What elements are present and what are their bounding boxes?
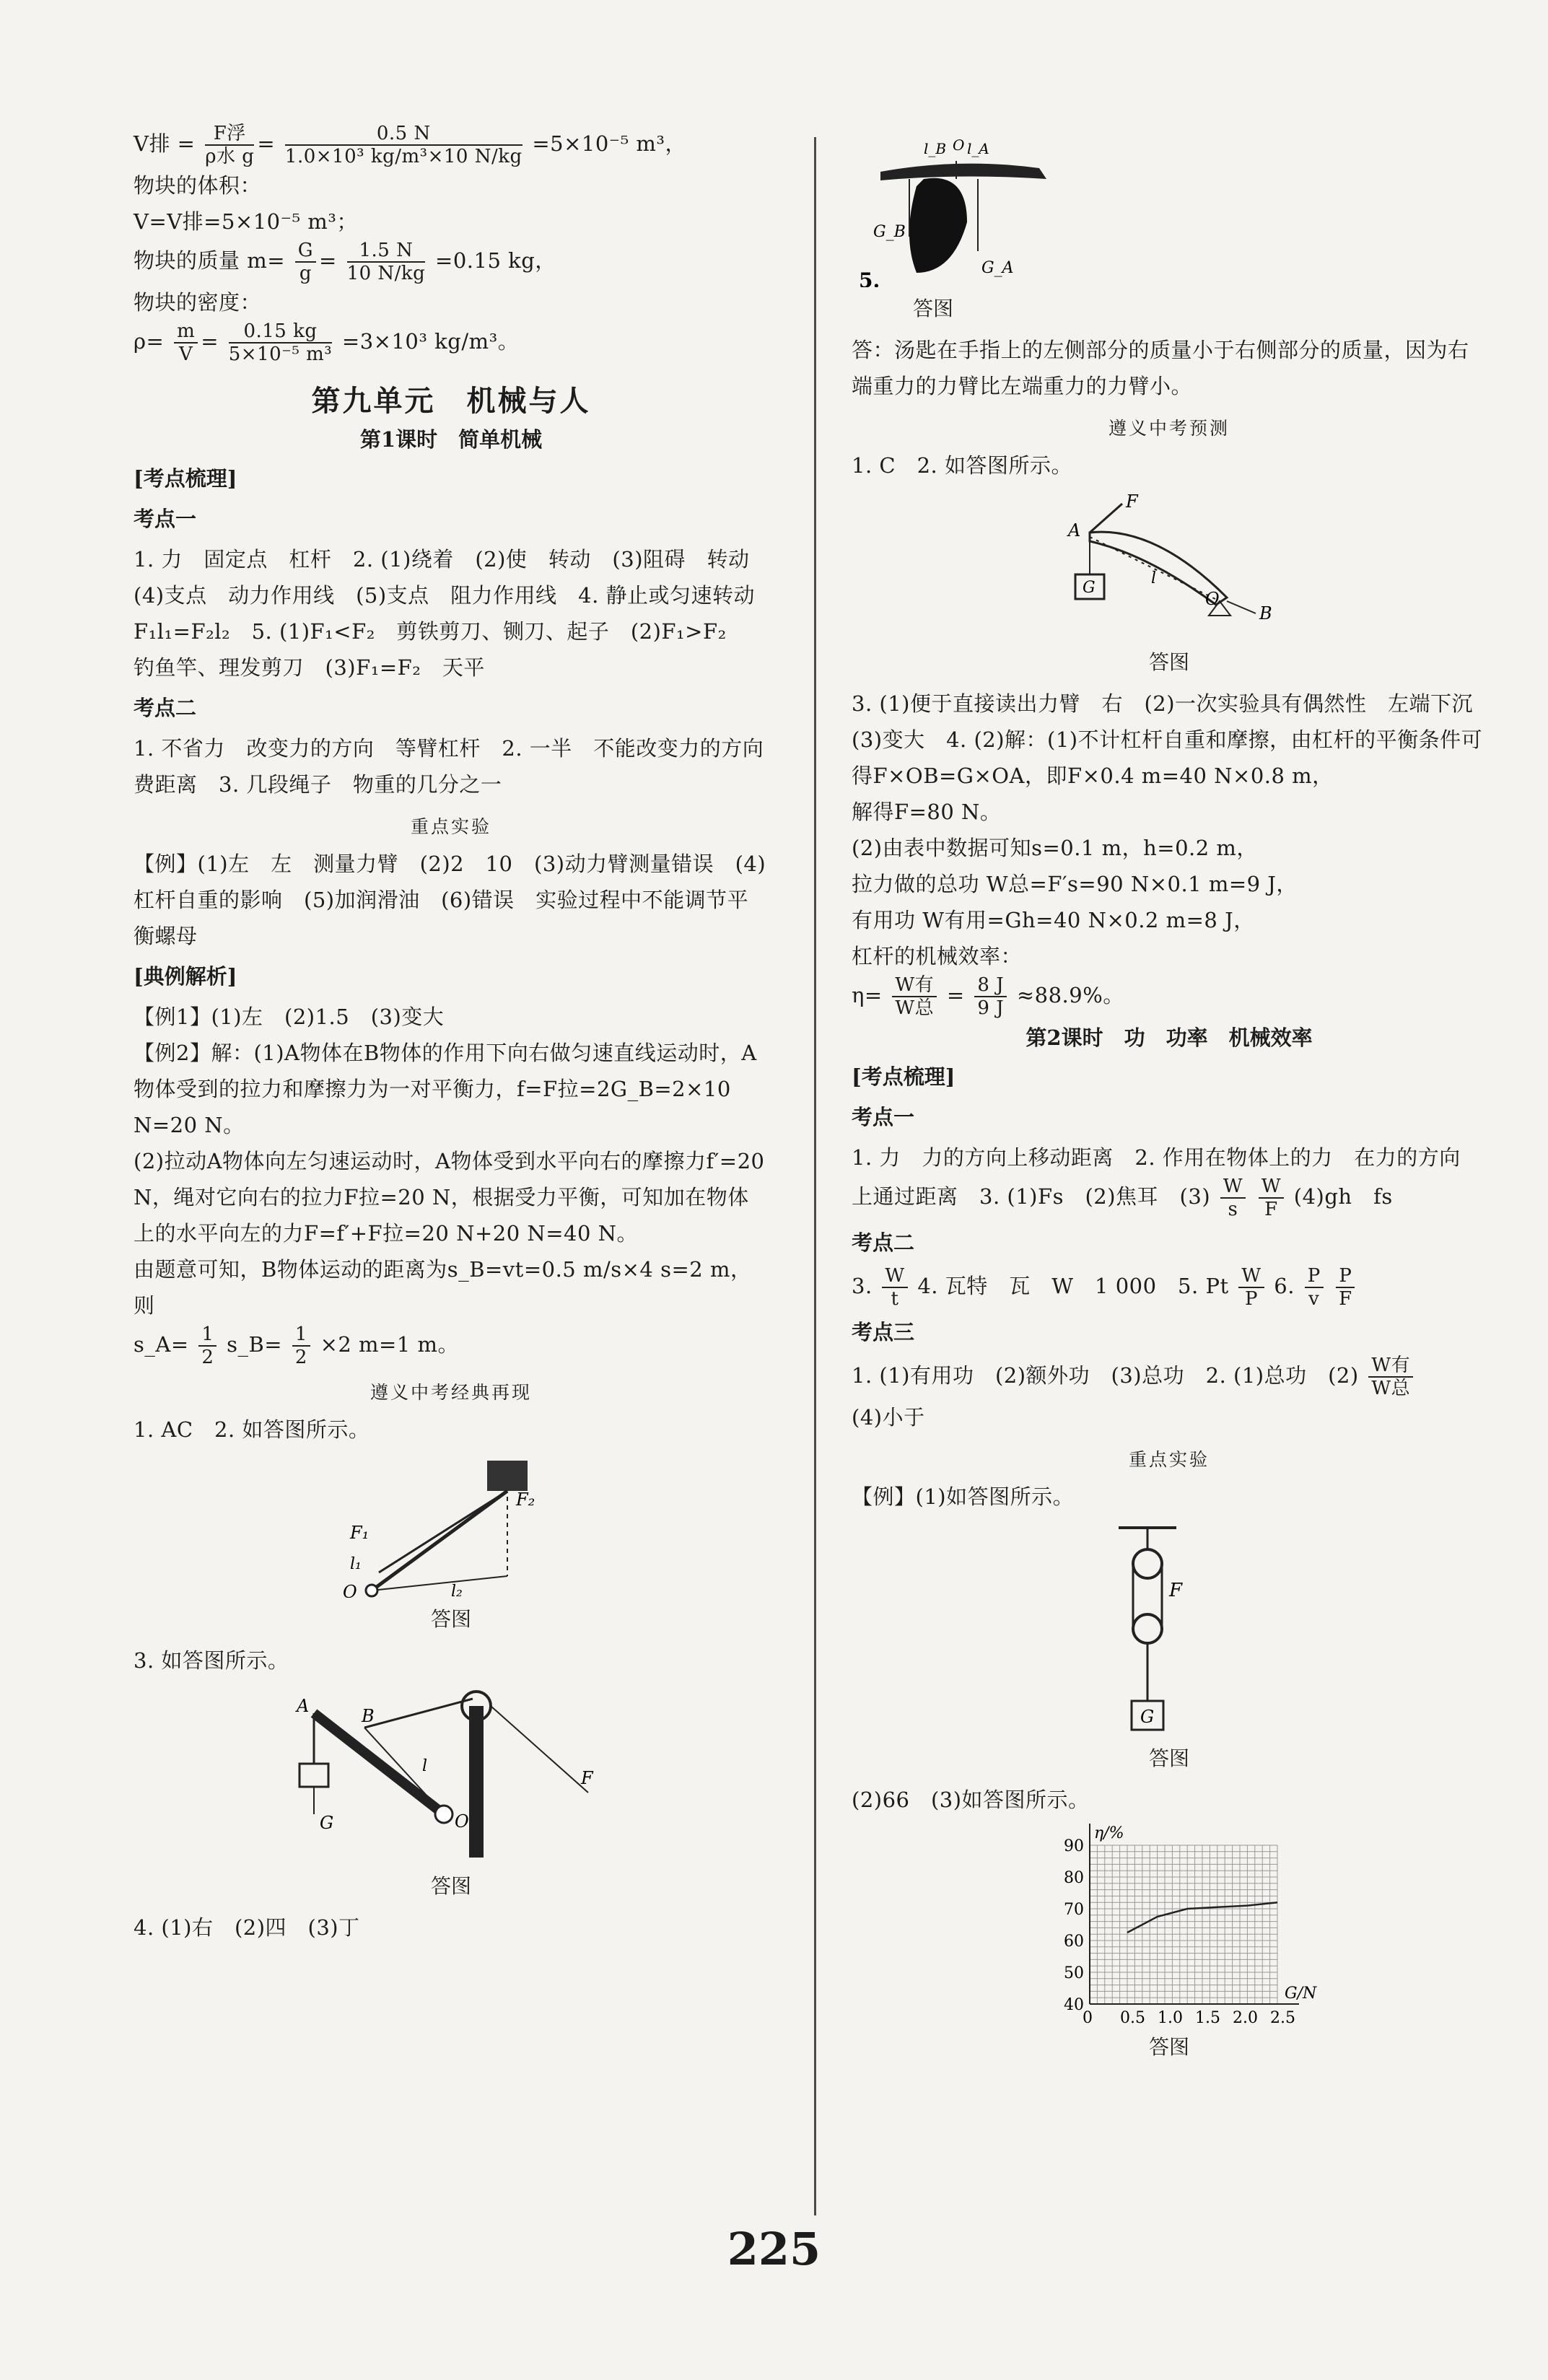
crane-diagram xyxy=(134,1684,769,1865)
volume-equation: V排 = $\frac{\text{F浮}}{\text{ρ水 g}}$ = $\frac{0.5 N}{\text{1.0×10³ kg/m³×10 N/kg}}$ =5×10⁻⁵ m³， xyxy=(134,123,687,167)
y-tick-label: 90 xyxy=(1064,1837,1084,1855)
arm-line xyxy=(372,1576,507,1591)
fixed-pulley xyxy=(1133,1549,1162,1578)
classic-answer-1: 1. AC 2. 如答图所示。 xyxy=(134,1417,370,1442)
figure-caption: 答图 xyxy=(430,1607,471,1631)
label-la: l_A xyxy=(967,140,989,157)
fraction: $\frac{1.5 N}{10 N/kg}$ xyxy=(346,240,426,284)
question-5: 5. xyxy=(859,268,880,287)
label-ga: G_A xyxy=(981,259,1014,277)
pivot-o xyxy=(435,1806,452,1823)
fraction: $\frac{G}{g}$ xyxy=(295,240,316,284)
question-5-answer: 答：汤匙在手指上的左侧部分的质量小于右侧部分的质量，因为右端重力的力臂比左端重力的力臂小。 xyxy=(852,338,1469,398)
figure-caption: 答图 xyxy=(1148,650,1189,674)
label-g: G xyxy=(320,1813,334,1833)
classic-answer-3: 3. 如答图所示。 xyxy=(134,1648,289,1673)
y-tick-label: 70 xyxy=(1064,1901,1084,1919)
text-line: 有用功 W有用=Gh=40 N×0.2 m=8 J， xyxy=(852,908,1255,932)
experiment-answer-2: (2)66 (3)如答图所示。 xyxy=(852,1788,1090,1812)
fraction: $\frac{m}{V}$ xyxy=(174,320,198,365)
key-experiment-heading: 重点实验 xyxy=(410,816,491,837)
mass-equation: 物块的质量 m= $\frac{G}{g}$ = $\frac{1.5 N}{10 N/kg}$ =0.15 kg， xyxy=(134,240,556,284)
pull-rope xyxy=(491,1706,588,1793)
kaodian-1-text: 1. 力 力的方向上移动距离 2. 作用在物体上的力 在力的方向 xyxy=(852,1145,1461,1170)
lever-diagram-1 xyxy=(134,1453,769,1598)
y-tick-label: 60 xyxy=(1064,1933,1084,1951)
fraction: $\frac{W}{F}$ xyxy=(1259,1176,1284,1220)
fraction: $\frac{0.5 N}{\text{1.0×10³ kg/m³×10 N/kg}}$ xyxy=(284,123,522,167)
kaodian-1-text-b: 上通过距离 3. (1)Fs (2)焦耳 (3) $\frac{W}{s}$ $\frac{W}{F}$ (4)gh fs xyxy=(852,1176,1393,1220)
fraction: $\frac{8 J}{9 J}$ xyxy=(974,974,1007,1019)
label-b: B xyxy=(1259,603,1272,624)
fraction: $\frac{\text{F浮}}{\text{ρ水 g}}$ xyxy=(205,123,255,167)
crane-figure xyxy=(134,1684,769,1865)
classic-heading: 遵义中考经典再现 xyxy=(369,1382,532,1403)
x-axis-label: G/N xyxy=(1285,1985,1317,2003)
pulley-block xyxy=(487,1461,528,1491)
section-heading: [考点梳理] xyxy=(134,466,237,491)
x-tick-label: 2.5 xyxy=(1270,2009,1295,2026)
extension-b xyxy=(1227,601,1256,613)
lesson-title: 第2课时 功 功率 机械效率 xyxy=(1026,1025,1313,1050)
kaodian-2-text: 1. 不省力 改变力的方向 等臂杠杆 2. 一半 不能改变力的方向 费距离 3. 几段绳子 物重的几分之一 xyxy=(134,736,785,797)
fraction: $\frac{P}{v}$ xyxy=(1305,1265,1324,1310)
prediction-answer-3: 3. (1)便于直接读出力臂 右 (2)一次实验具有偶然性 左端下沉 (3)变大 4. (2)解：(1)不计杠杆自重和摩擦，由杠杆的平衡条件可得F×OB=G×OA，即F×0.4 m=40 N×0.8 m， xyxy=(852,691,1495,788)
label-l: l xyxy=(422,1757,428,1775)
example-2-part-c: 由题意可知，B物体运动的距离为s_B=vt=0.5 m/s×4 s=2 m，则 xyxy=(134,1257,752,1318)
spoon xyxy=(880,164,1046,180)
text-line: 解得F=80 N。 xyxy=(852,800,1002,824)
x-tick-label: 2.0 xyxy=(1233,2009,1258,2026)
force-f xyxy=(1090,504,1122,533)
fraction: $\frac{P}{F}$ xyxy=(1336,1265,1355,1310)
pivot-o xyxy=(366,1585,377,1596)
pulley-figure xyxy=(852,1521,1487,1737)
label-a: A xyxy=(297,1696,310,1716)
text-line: 物块的体积： xyxy=(134,173,262,198)
right-column xyxy=(852,123,1495,2070)
figure-caption: 答图 xyxy=(1148,2035,1189,2059)
example-1: 【例1】(1)左 (2)1.5 (3)变大 xyxy=(134,1005,445,1029)
label-l2: l₂ xyxy=(451,1583,463,1598)
section-heading: [考点梳理] xyxy=(852,1064,956,1089)
fraction: $\frac{\text{W有}}{\text{W总}}$ xyxy=(1368,1355,1413,1399)
spoon-diagram xyxy=(852,128,1487,287)
example-2-part-b: (2)拉动A物体向左匀速运动时，A物体受到水平向右的摩擦力f′=20 N，绳对它向右的拉力F拉=20 N，根据受力平衡，可知加在物体上的水平向左的力F=f′+F拉=20 N+20 N=40 N。 xyxy=(134,1149,765,1246)
label-g: G xyxy=(1083,579,1096,597)
label-o: O xyxy=(953,136,965,154)
density-equation: ρ= $\frac{m}{V}$ = $\frac{0.15 kg}{\text{5×10⁻⁵ m³}}$ =3×10³ kg/m³。 xyxy=(134,320,520,365)
fraction: $\frac{0.15 kg}{\text{5×10⁻⁵ m³}}$ xyxy=(228,320,333,365)
fraction: $\frac{W}{t}$ xyxy=(882,1265,907,1310)
fraction: $\frac{W}{P}$ xyxy=(1238,1265,1264,1310)
page-number: 225 xyxy=(727,2223,821,2275)
figure-caption: 答图 xyxy=(913,297,954,320)
fraction: $\frac{\text{W有}}{\text{W总}}$ xyxy=(892,974,937,1019)
label-l1: l₁ xyxy=(350,1555,362,1573)
lever-diagram-2 xyxy=(852,489,1487,641)
kaodian-1: 考点一 xyxy=(852,1105,915,1129)
kaodian-3: 考点三 xyxy=(852,1320,915,1344)
fraction: $\frac{1}{2}$ xyxy=(198,1324,217,1368)
key-experiment-heading: 重点实验 xyxy=(1128,1449,1210,1470)
y-tick-label: 40 xyxy=(1064,1996,1084,2014)
label-f: F xyxy=(1169,1580,1183,1601)
text-line: (2)由表中数据可知s=0.1 m，h=0.2 m， xyxy=(852,836,1258,860)
example-2-part-a: 【例2】解：(1)A物体在B物体的作用下向右做匀速直线运动时，A物体受到的拉力和摩擦力为一对平衡力，f=F拉=2G_B=2×10 N=20 N。 xyxy=(134,1041,757,1137)
classic-answer-4: 4. (1)右 (2)四 (3)丁 xyxy=(134,1915,360,1940)
y-tick-label: 80 xyxy=(1064,1869,1084,1887)
kaodian-2: 考点二 xyxy=(852,1230,915,1255)
prediction-heading: 遵义中考预测 xyxy=(1108,418,1230,439)
prediction-answer-1: 1. C 2. 如答图所示。 xyxy=(852,453,1072,478)
label-o: O xyxy=(455,1811,469,1832)
lever-figure-1 xyxy=(134,1453,769,1598)
text-line: 拉力做的总功 W总=F′s=90 N×0.1 m=9 J， xyxy=(852,872,1298,896)
label-b: B xyxy=(362,1706,375,1726)
key-experiment-text: 【例】(1)左 左 测量力臂 (2)2 10 (3)动力臂测量错误 (4)杠杆自重的影响 (5)加润滑油 (6)错误 实验过程中不能调节平衡螺母 xyxy=(134,852,766,948)
text-line: 物块的密度： xyxy=(134,290,262,315)
label-a: A xyxy=(1068,520,1081,541)
kaodian-3-text: 1. (1)有用功 (2)额外功 (3)总功 2. (1)总功 (2) $\frac{\text{W有}}{\text{W总}}$ xyxy=(852,1355,1487,1399)
figure-caption: 答图 xyxy=(1148,1746,1189,1770)
label-o: O xyxy=(343,1582,357,1598)
column-divider xyxy=(814,137,816,2215)
label-g: G xyxy=(1140,1707,1155,1727)
kaodian-3-text-b: (4)小于 xyxy=(852,1405,925,1430)
y-axis-label: η/% xyxy=(1094,1824,1124,1842)
lever-figure-2 xyxy=(852,489,1487,641)
label-f: F xyxy=(581,1768,593,1788)
lesson-title: 第1课时 简单机械 xyxy=(359,427,543,452)
label-lb: l_B xyxy=(924,140,947,157)
efficiency-chart-svg xyxy=(852,1824,1487,2026)
spoon-figure xyxy=(852,128,1487,287)
example-2-part-d: s_A= $\frac{1}{2}$ s_B= $\frac{1}{2}$ ×2 m=1 m。 xyxy=(134,1324,460,1368)
lever-bar xyxy=(372,1491,507,1591)
label-l: l xyxy=(1151,569,1157,587)
label-f: F xyxy=(1126,491,1138,512)
text-line: V=V排=5×10⁻⁵ m³； xyxy=(134,209,358,234)
kaodian-1-text: 1. 力 固定点 杠杆 2. (1)绕着 (2)使 转动 (3)阻碍 转动 (4)支点 动力作用线 (5)支点 阻力作用线 4. 静止或匀速转动 F₁l₁=F₂l₂ 5. (1)F₁<F₂ 剪铁剪刀、铡刀、起子 (2)F₁>F₂ 钓鱼竿、理发剪刀 (3)F₁=F₂ 天平 xyxy=(134,547,777,680)
kaodian-1: 考点一 xyxy=(134,507,197,531)
kaodian-2-text: 3. $\frac{W}{t}$ 4. 瓦特 瓦 W 1 000 5. Pt $\frac{W}{P}$ 6. $\frac{P}{v}$ $\frac{P}{F}$ xyxy=(852,1265,1487,1310)
arm-l xyxy=(364,1728,444,1814)
figure-caption: 答图 xyxy=(430,1874,471,1898)
x-tick-label: 1.5 xyxy=(1195,2009,1220,2026)
key-experiment-example: 【例】(1)如答图所示。 xyxy=(852,1484,1075,1509)
label-gb: G_B xyxy=(873,223,906,241)
fraction: $\frac{1}{2}$ xyxy=(292,1324,310,1368)
efficiency-equation: η= $\frac{\text{W有}}{\text{W总}}$ = $\frac{8 J}{9 J}$ ≈88.9%。 xyxy=(852,974,1124,1019)
pulley-diagram xyxy=(852,1521,1487,1737)
x-tick-label: 0 xyxy=(1083,2009,1093,2026)
hand xyxy=(909,178,967,273)
left-column xyxy=(134,123,785,1946)
label-o: O xyxy=(1205,589,1220,609)
y-tick-label: 50 xyxy=(1064,1964,1084,1982)
label-f1: F₁ xyxy=(350,1523,369,1543)
rope xyxy=(379,1491,507,1572)
x-tick-label: 1.0 xyxy=(1158,2009,1183,2026)
cable xyxy=(364,1699,473,1728)
weight-g xyxy=(299,1764,328,1787)
fraction: $\frac{W}{s}$ xyxy=(1220,1176,1246,1220)
movable-pulley xyxy=(1133,1614,1162,1643)
section-heading: [典例解析] xyxy=(134,964,237,989)
x-tick-label: 0.5 xyxy=(1120,2009,1145,2026)
efficiency-chart xyxy=(852,1824,1487,2026)
unit-title: 第九单元 机械与人 xyxy=(311,384,591,418)
kaodian-2: 考点二 xyxy=(134,696,197,720)
label-f2: F₂ xyxy=(516,1489,535,1510)
text-line: 杠杆的机械效率： xyxy=(852,944,1023,968)
